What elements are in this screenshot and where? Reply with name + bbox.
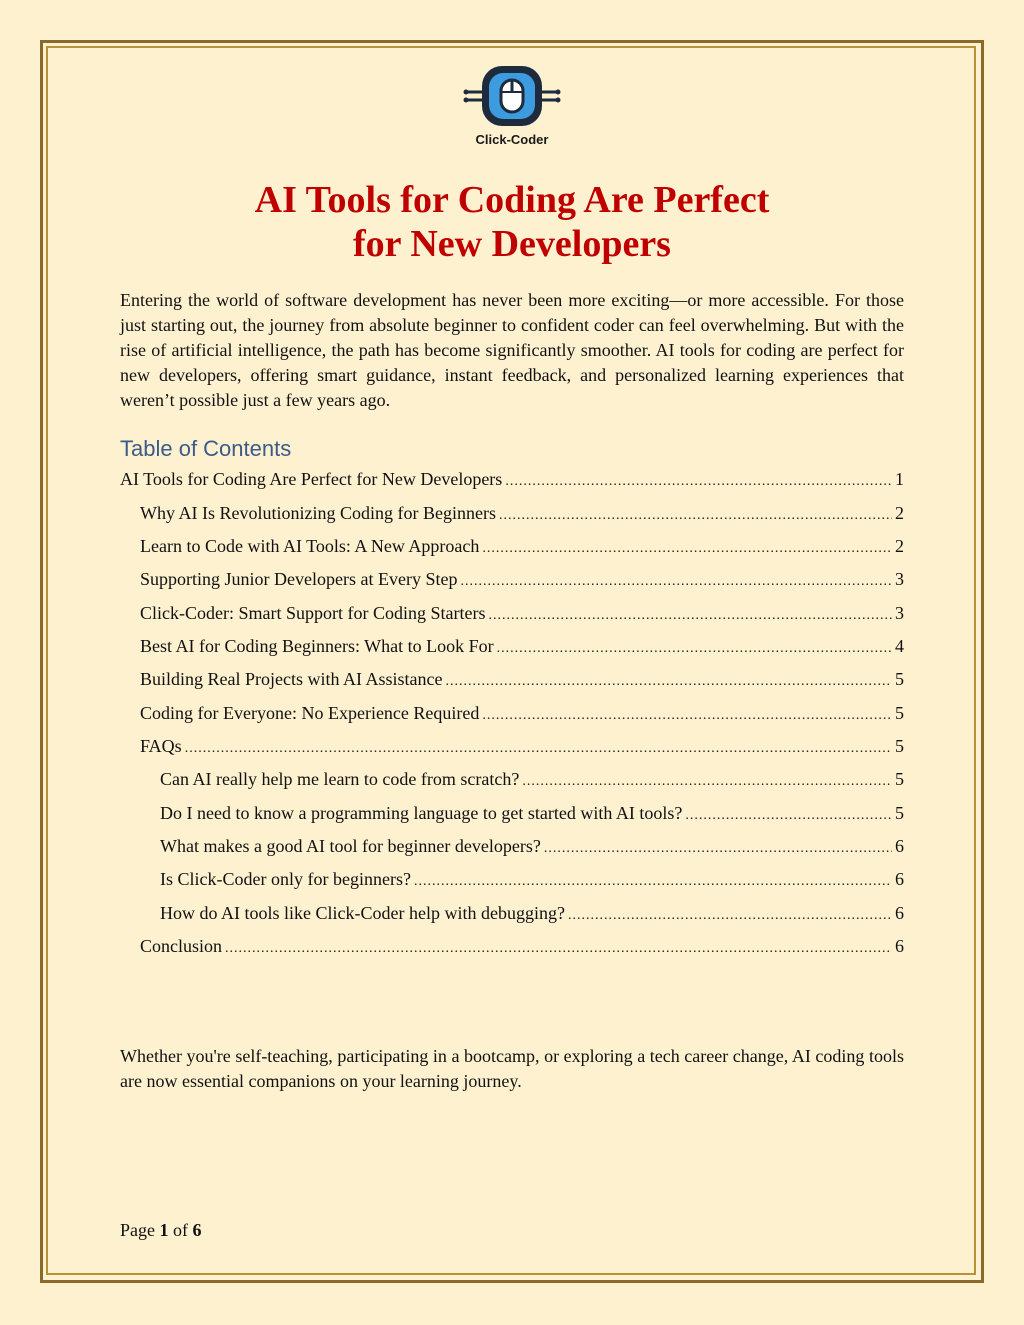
toc-entry-page: 2 [895, 503, 904, 523]
toc-leader-dots [497, 638, 892, 660]
toc-leader-dots [522, 771, 892, 793]
footer-of: of [173, 1220, 188, 1240]
toc-entry-page: 6 [895, 869, 904, 889]
toc-leader-dots [499, 505, 892, 527]
title-line-1: AI Tools for Coding Are Perfect [254, 179, 770, 221]
toc-entry[interactable] [140, 568, 904, 593]
toc-entry-page: 3 [895, 569, 904, 589]
toc-entry-label: Is Click-Coder only for beginners? [160, 869, 411, 889]
toc-leader-dots [414, 871, 892, 893]
footer-page-prefix: Page [120, 1220, 155, 1240]
toc-entry[interactable] [160, 835, 904, 860]
toc-entry-page: 2 [895, 536, 904, 556]
toc-entry-page: 1 [895, 469, 904, 489]
toc-leader-dots [544, 838, 892, 860]
toc-entry[interactable] [140, 702, 904, 727]
toc-entry-label: Supporting Junior Developers at Every Step [140, 569, 458, 589]
title-line-2: for New Developers [353, 223, 671, 265]
toc-entry[interactable] [140, 502, 904, 527]
toc-entry-label: Conclusion [140, 936, 223, 956]
toc-entry-label: Coding for Everyone: No Experience Required [140, 703, 480, 723]
toc-entry[interactable] [140, 535, 904, 560]
toc-entry[interactable] [140, 635, 904, 660]
closing-paragraph: Whether you're self-teaching, participating in a bootcamp, or exploring a tech career change, AI coding tools are now essential companions on your learning journey. [120, 1046, 904, 1091]
toc-entry-label: Why AI Is Revolutionizing Coding for Beginners [140, 503, 496, 523]
toc-entry[interactable] [140, 602, 904, 627]
toc-entry-page: 6 [895, 903, 904, 923]
brand-name: Click-Coder [475, 132, 549, 147]
toc-heading: Table of Contents [120, 436, 292, 461]
toc-entry-label: Can AI really help me learn to code from scratch? [160, 769, 520, 789]
toc-leader-dots [445, 671, 892, 693]
toc-entry-page: 4 [895, 636, 904, 656]
toc-entry[interactable] [140, 935, 904, 960]
toc-leader-dots [460, 571, 892, 593]
toc-entry-label: Click-Coder: Smart Support for Coding Starters [140, 603, 486, 623]
toc-leader-dots [482, 538, 892, 560]
toc-entry[interactable] [160, 868, 904, 893]
toc-entry-page: 5 [895, 803, 904, 823]
toc-leader-dots [505, 471, 892, 493]
toc-entry-page: 3 [895, 603, 904, 623]
toc-leader-dots [685, 805, 892, 827]
toc-leader-dots [185, 738, 892, 760]
toc-entry[interactable] [160, 902, 904, 927]
toc-entry[interactable] [120, 468, 904, 493]
toc-entry-label: Learn to Code with AI Tools: A New Approach [140, 536, 480, 556]
toc-entry-label: FAQs [140, 736, 182, 756]
toc-entry-page: 5 [895, 669, 904, 689]
toc-entry-page: 5 [895, 736, 904, 756]
toc-leader-dots [488, 605, 892, 627]
intro-paragraph: Entering the world of software development has never been more exciting—or more accessible. For those just starting out, the journey from absolute beginner to confident coder can feel overwhelming. But with the rise of artificial intelligence, the path has become significantly smoother. AI tools for coding are perfect for new developers, offering smart guidance, instant feedback, and personalized learning experiences that weren’t possible just a few years ago. [120, 290, 904, 410]
footer-total-pages: 6 [192, 1220, 202, 1240]
toc-entry-page: 6 [895, 836, 904, 856]
toc-leader-dots [225, 938, 892, 960]
page-footer [120, 1220, 202, 1241]
toc-entry[interactable] [140, 668, 904, 693]
toc-entry-label: Building Real Projects with AI Assistance [140, 669, 443, 689]
document-title [120, 178, 904, 266]
toc-entry[interactable] [160, 768, 904, 793]
toc-entry-label: Best AI for Coding Beginners: What to Look For [140, 636, 494, 656]
toc-entry-page: 5 [895, 769, 904, 789]
toc-entry-label: What makes a good AI tool for beginner developers? [160, 836, 541, 856]
footer-current-page: 1 [159, 1220, 169, 1240]
toc-entry-label: How do AI tools like Click-Coder help with debugging? [160, 903, 565, 923]
toc-entry-page: 5 [895, 703, 904, 723]
toc-leader-dots [482, 705, 892, 727]
toc-entry-page: 6 [895, 936, 904, 956]
toc-entry-label: Do I need to know a programming language to get started with AI tools? [160, 803, 683, 823]
toc-entry-label: AI Tools for Coding Are Perfect for New Developers [120, 469, 503, 489]
toc-entry[interactable] [160, 802, 904, 827]
toc-entry[interactable] [140, 735, 904, 760]
toc-leader-dots [568, 905, 892, 927]
